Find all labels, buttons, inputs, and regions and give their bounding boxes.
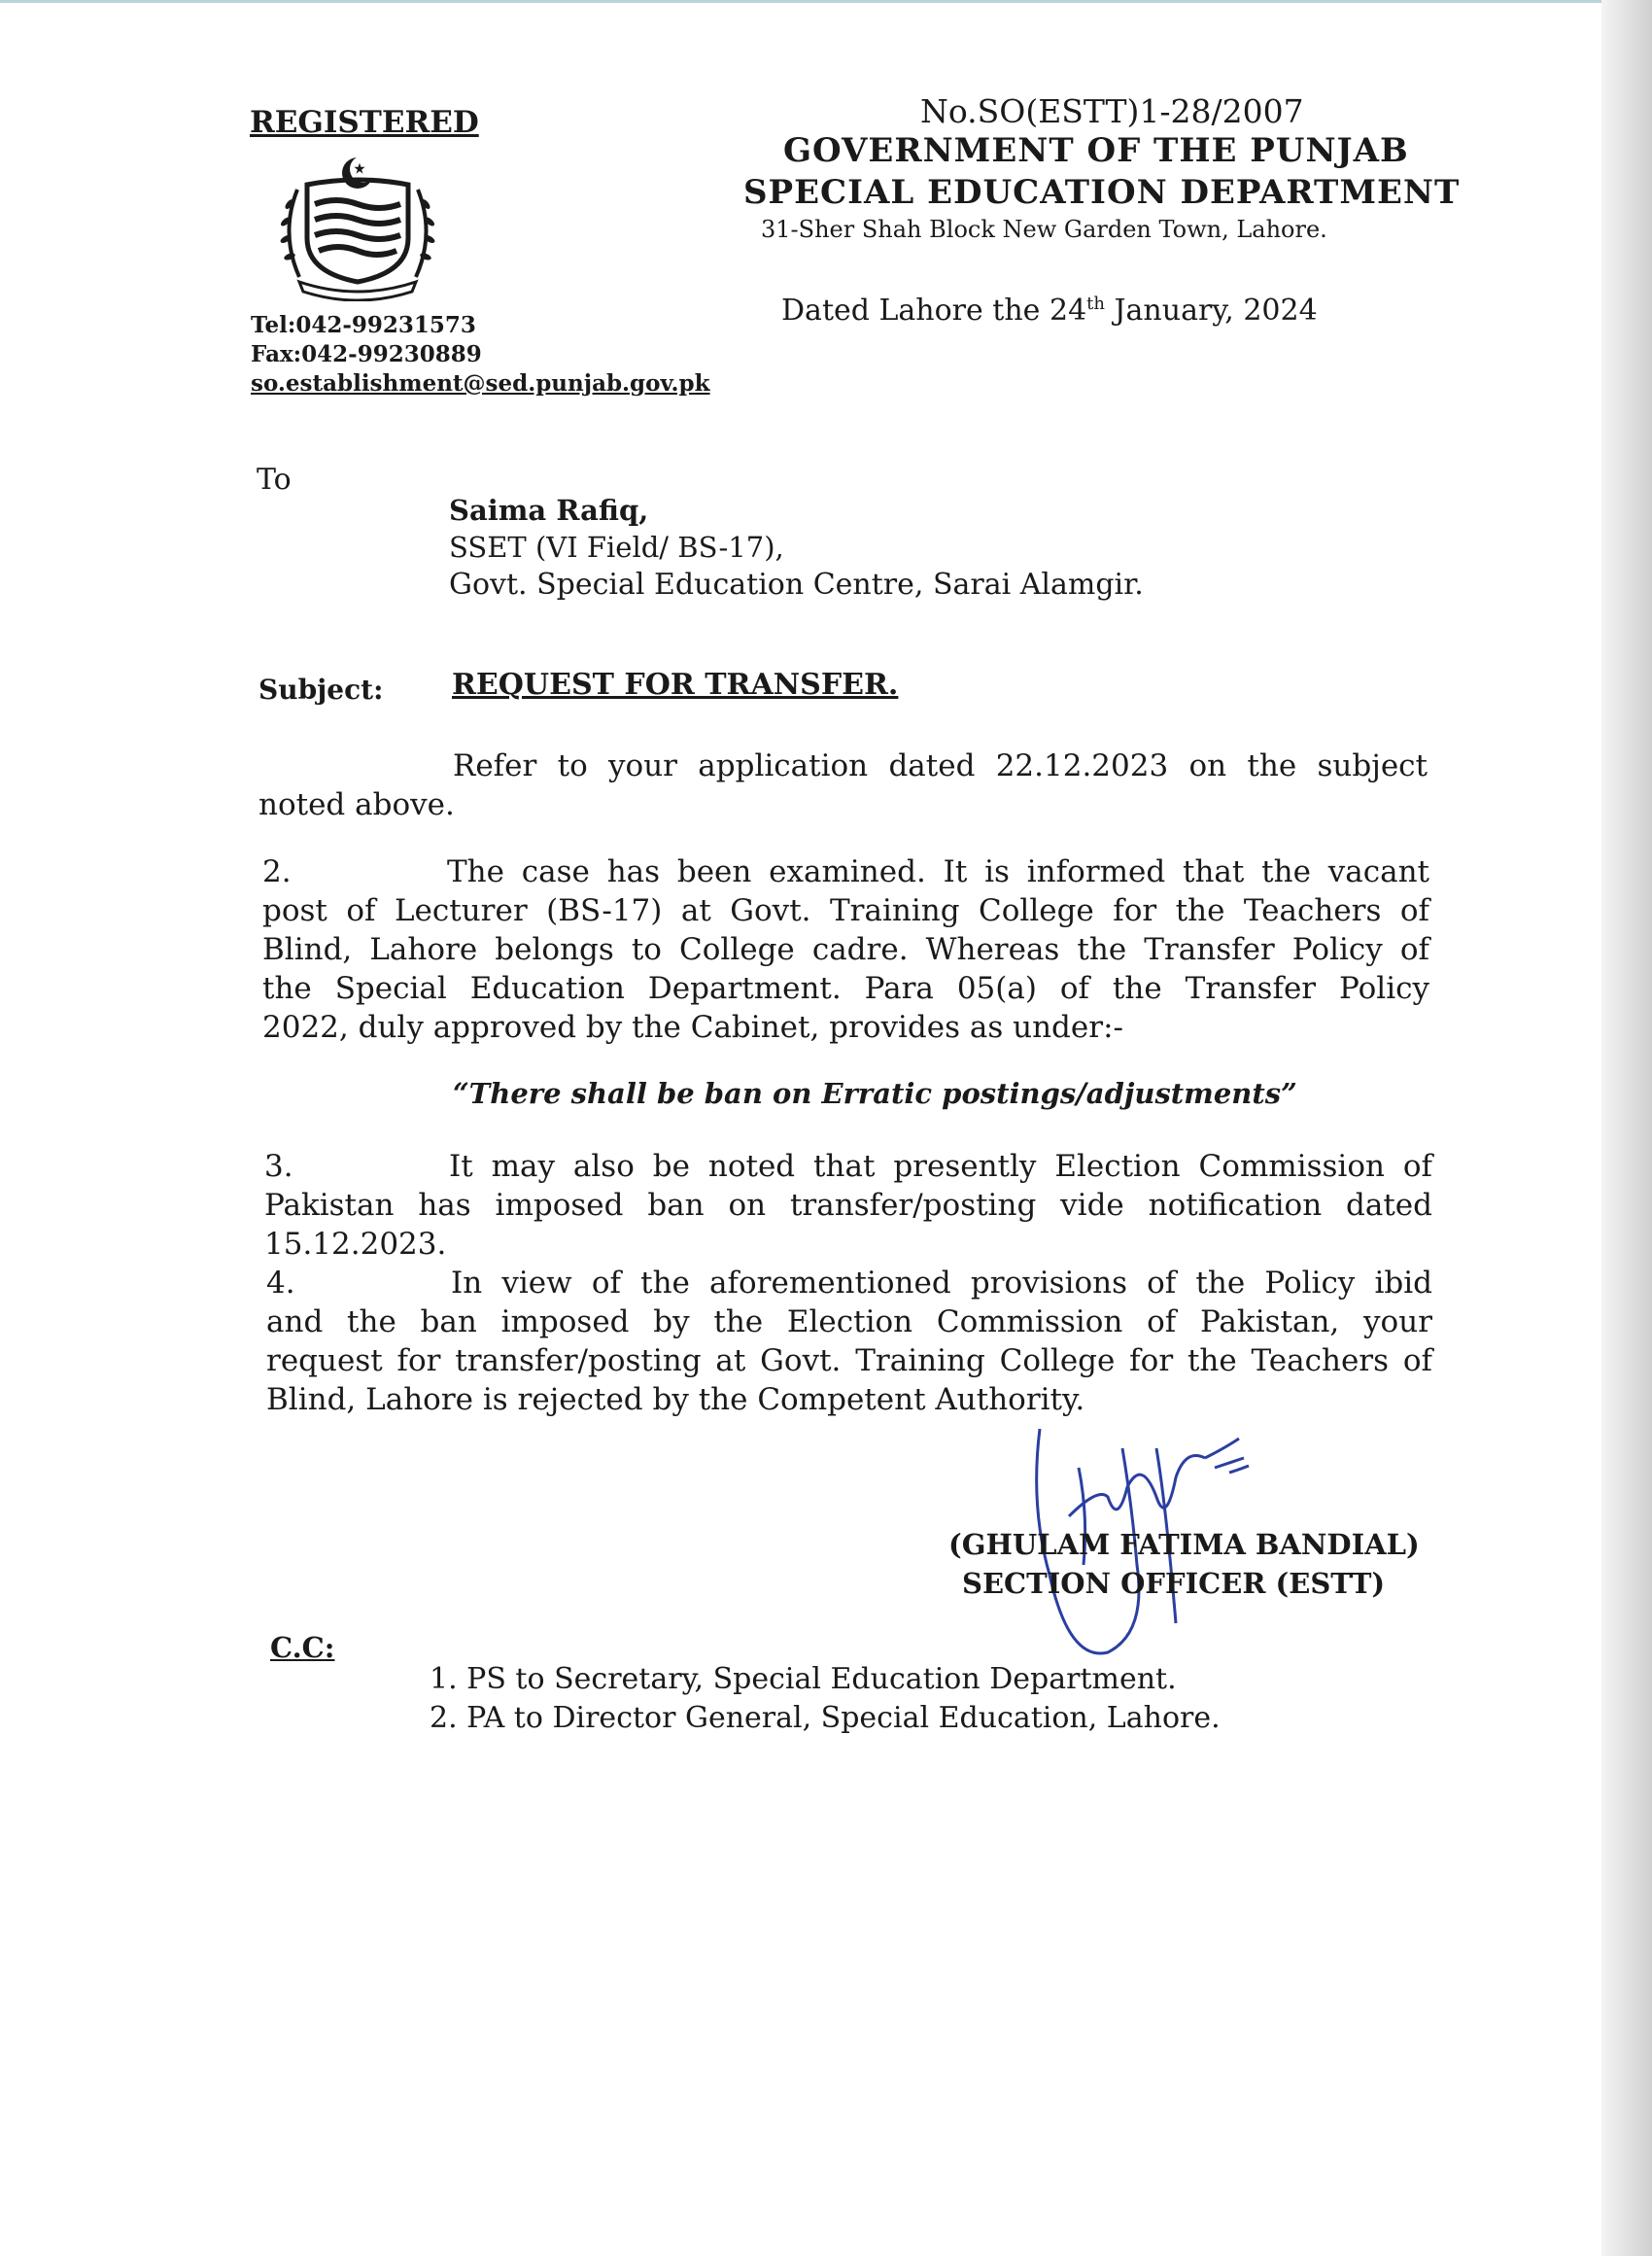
- paragraph-number: 4.: [266, 1266, 295, 1301]
- date-ordinal-suffix: th: [1086, 294, 1105, 314]
- department-title: SPECIAL EDUCATION DEPARTMENT: [743, 173, 1461, 212]
- telephone-number: Tel:042-99231573: [251, 312, 476, 338]
- department-address: 31-Sher Shah Block New Garden Town, Lahore.: [761, 216, 1327, 243]
- paragraph-3: [264, 1147, 1432, 1264]
- subject-text: REQUEST FOR TRANSFER.: [452, 668, 899, 702]
- paragraph-line: post of Lecturer (BS-17) at Govt. Training College for the Teachers of: [262, 893, 1429, 928]
- paragraph-number: 2.: [262, 854, 292, 889]
- addressee-office: Govt. Special Education Centre, Sarai Alamgir.: [449, 568, 1144, 602]
- paragraph-line: and the ban imposed by the Election Commission of Pakistan, your: [266, 1304, 1432, 1339]
- registered-mark: REGISTERED: [250, 105, 479, 140]
- paragraph-line: request for transfer/posting at Govt. Training College for the Teachers of: [266, 1343, 1432, 1378]
- cc-item: 2. PA to Director General, Special Education, Lahore.: [430, 1701, 1221, 1735]
- government-title: GOVERNMENT OF THE PUNJAB: [783, 131, 1409, 170]
- date-suffix: January, 2024: [1104, 294, 1318, 328]
- paragraph-line: Pakistan has imposed ban on transfer/posting vide notification dated: [264, 1188, 1432, 1223]
- paragraph-line: Refer to your application dated 22.12.2023 on the subject: [453, 748, 1428, 783]
- paragraph-text: The case has been examined. It is informed that the vacant: [447, 854, 1429, 889]
- paragraph-line: Blind, Lahore is rejected by the Competent Authority.: [266, 1382, 1085, 1417]
- letter-date: [781, 294, 1318, 328]
- policy-quote: “There shall be ban on Erratic postings/adjustments”: [453, 1077, 1297, 1110]
- cc-label: C.C:: [270, 1631, 335, 1664]
- scan-top-edge: [0, 0, 1652, 3]
- paragraph-line: noted above.: [258, 787, 455, 822]
- paragraph-text: It may also be noted that presently Election Commission of: [449, 1149, 1432, 1184]
- paragraph-line: 15.12.2023.: [264, 1227, 447, 1262]
- paragraph-number: 3.: [264, 1149, 293, 1184]
- reference-number: No.SO(ESTT)1-28/2007: [920, 92, 1304, 130]
- subject-label: Subject:: [258, 674, 384, 706]
- paragraph-line: 2022, duly approved by the Cabinet, provides as under:-: [262, 1010, 1123, 1045]
- date-prefix: Dated Lahore the 24: [781, 294, 1087, 328]
- paragraph-1: [258, 746, 1428, 824]
- email-address[interactable]: so.establishment@sed.punjab.gov.pk: [251, 370, 710, 397]
- paragraph-line: [264, 1147, 1432, 1186]
- addressee-name: Saima Rafiq,: [449, 494, 649, 527]
- signatory-name: (GHULAM FATIMA BANDIAL): [948, 1528, 1420, 1561]
- addressee-post: SSET (VI Field/ BS-17),: [449, 531, 784, 564]
- paragraph-line: [262, 852, 1429, 891]
- paragraph-line: Blind, Lahore belongs to College cadre. Whereas the Transfer Policy of: [262, 932, 1429, 967]
- signatory-title: SECTION OFFICER (ESTT): [962, 1567, 1386, 1600]
- punjab-government-emblem-icon: [260, 146, 455, 301]
- cc-item: 1. PS to Secretary, Special Education Department.: [430, 1662, 1177, 1696]
- scan-right-edge: [1601, 0, 1652, 2256]
- paragraph-line: the Special Education Department. Para 05(a) of the Transfer Policy: [262, 971, 1429, 1006]
- fax-number: Fax:042-99230889: [251, 341, 482, 367]
- paragraph-2: [262, 852, 1429, 1047]
- paragraph-line: [266, 1264, 1432, 1302]
- paragraph-text: In view of the aforementioned provisions of the Policy ibid: [451, 1266, 1432, 1301]
- to-label: To: [257, 463, 292, 497]
